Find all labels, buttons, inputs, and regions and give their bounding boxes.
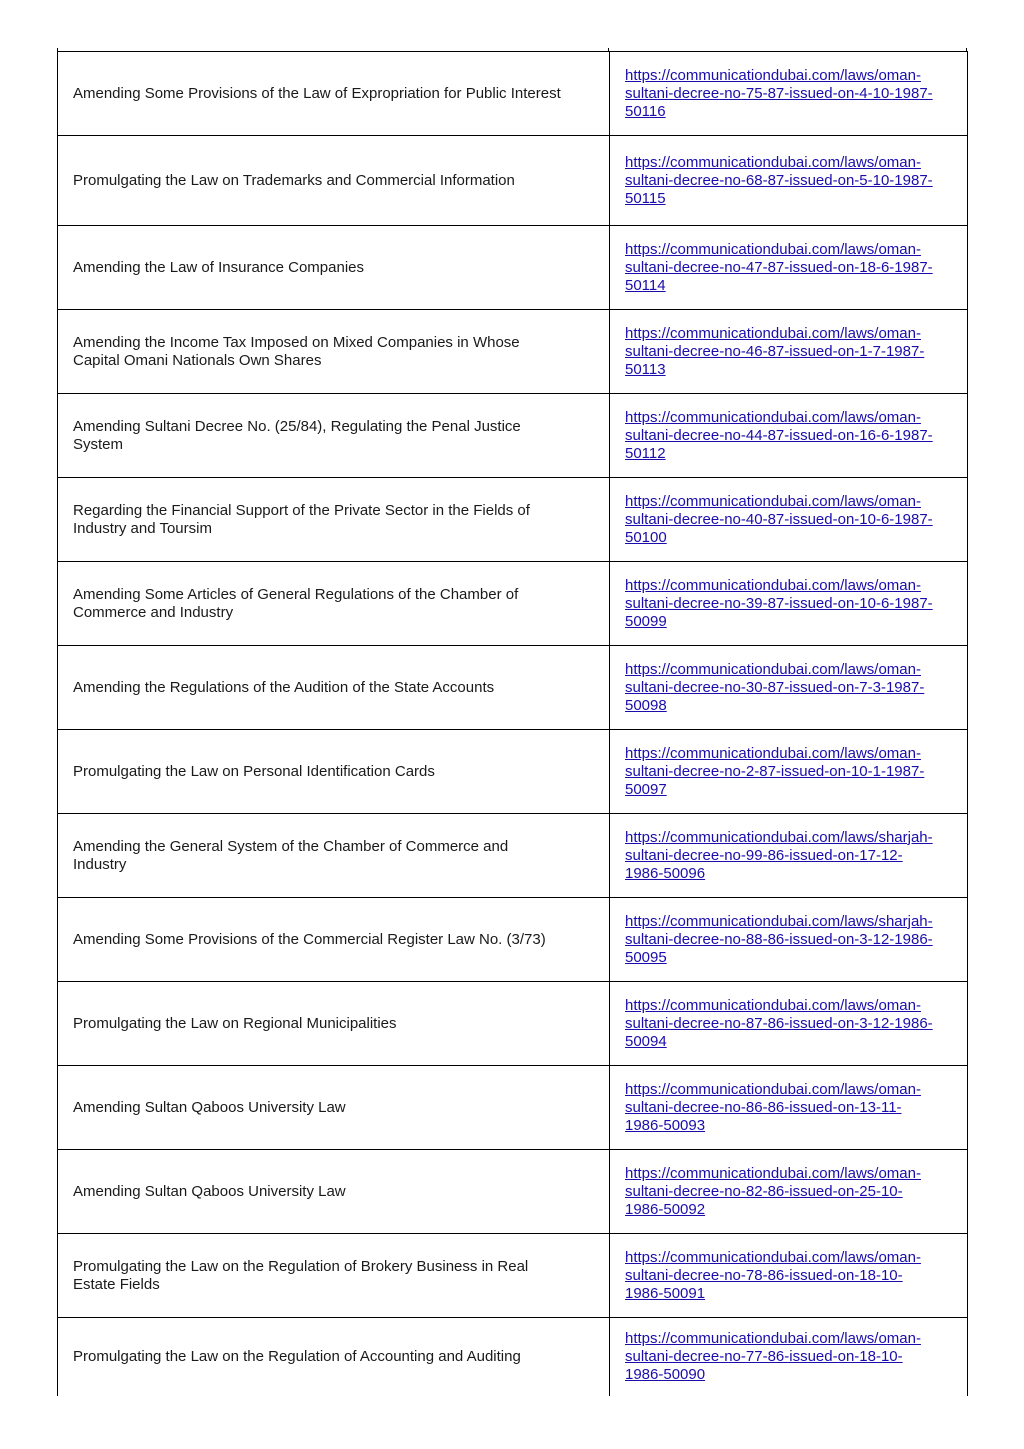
- law-title: Amending the Law of Insurance Companies: [73, 258, 365, 276]
- law-link-cell: [610, 310, 968, 394]
- law-url-link[interactable]: [625, 409, 933, 462]
- table-top-edge: [57, 48, 967, 51]
- document-page: [57, 48, 967, 1396]
- column-tick-middle: [608, 48, 609, 51]
- law-url-line-2: sultani-decree-no-78-86-issued-on-18-10-: [625, 1266, 903, 1284]
- table-row: [58, 1234, 968, 1318]
- law-title-cell: [58, 394, 610, 478]
- law-url-link[interactable]: [625, 241, 933, 294]
- law-title-cell: [58, 1318, 610, 1396]
- law-url-line-1: https://communicationdubai.com/laws/oman-: [625, 153, 921, 171]
- law-title: Amending Some Provisions of the Law of Expropriation for Public Interest: [73, 84, 561, 102]
- law-url-line-3: 50098: [625, 696, 667, 714]
- table-row: [58, 814, 968, 898]
- law-url-link[interactable]: [625, 67, 933, 120]
- law-link-cell: [610, 898, 968, 982]
- law-url-line-2: sultani-decree-no-2-87-issued-on-10-1-1987-: [625, 762, 925, 780]
- law-link-cell: [610, 394, 968, 478]
- law-title-line-1: Amending the Income Tax Imposed on Mixed Companies in Whose: [73, 333, 520, 351]
- law-title: Amending Some Provisions of the Commercial Register Law No. (3/73): [73, 930, 546, 948]
- law-url-link[interactable]: [625, 913, 933, 966]
- law-title: Promulgating the Law on Regional Municipalities: [73, 1014, 397, 1032]
- law-url-line-3: 50116: [625, 102, 666, 120]
- law-url-line-2: sultani-decree-no-86-86-issued-on-13-11-: [625, 1098, 902, 1116]
- law-url-line-3: 50099: [625, 612, 667, 630]
- law-title-cell: [58, 646, 610, 730]
- table-row: [58, 310, 968, 394]
- law-url-link[interactable]: [625, 577, 933, 630]
- law-title-line-1: Amending Some Articles of General Regulations of the Chamber of: [73, 585, 519, 603]
- law-title-cell: [58, 814, 610, 898]
- law-title-cell: [58, 730, 610, 814]
- law-title-line-2: Industry: [73, 855, 127, 873]
- law-url-line-1: https://communicationdubai.com/laws/oman-: [625, 576, 921, 594]
- law-link-cell: [610, 1066, 968, 1150]
- law-url-link[interactable]: [625, 745, 924, 798]
- table-row: [58, 1066, 968, 1150]
- law-url-line-3: 1986-50090: [625, 1365, 706, 1383]
- law-link-cell: [610, 982, 968, 1066]
- law-title: Promulgating the Law on Personal Identification Cards: [73, 762, 435, 780]
- law-url-line-3: 50094: [625, 1032, 667, 1050]
- table-row: [58, 646, 968, 730]
- law-url-line-2: sultani-decree-no-75-87-issued-on-4-10-1987-: [625, 84, 933, 102]
- law-title: Amending Sultan Qaboos University Law: [73, 1182, 346, 1200]
- law-url-line-3: 50113: [625, 360, 666, 378]
- law-url-line-1: https://communicationdubai.com/laws/oman-: [625, 996, 921, 1014]
- law-title: Promulgating the Law on Trademarks and Commercial Information: [73, 171, 515, 189]
- law-url-line-3: 1986-50092: [625, 1200, 706, 1218]
- law-link-cell: [610, 1150, 968, 1234]
- law-url-link[interactable]: [625, 1165, 921, 1218]
- law-title: Amending the Regulations of the Audition of the State Accounts: [73, 678, 495, 696]
- table-row: [58, 982, 968, 1066]
- law-title-line-2: Capital Omani Nationals Own Shares: [73, 351, 322, 369]
- law-title: Amending Sultan Qaboos University Law: [73, 1098, 346, 1116]
- law-link-cell: [610, 562, 968, 646]
- law-url-line-1: https://communicationdubai.com/laws/oman-: [625, 324, 921, 342]
- law-title-cell: [58, 52, 610, 136]
- table-row: [58, 478, 968, 562]
- law-url-line-1: https://communicationdubai.com/laws/oman-: [625, 1248, 921, 1266]
- law-link-cell: [610, 136, 968, 226]
- law-title-cell: [58, 226, 610, 310]
- law-link-cell: [610, 1234, 968, 1318]
- laws-table-body: [58, 52, 968, 1396]
- law-url-line-2: sultani-decree-no-44-87-issued-on-16-6-1987-: [625, 426, 933, 444]
- law-url-link[interactable]: [625, 1330, 921, 1383]
- law-url-link[interactable]: [625, 661, 924, 714]
- law-url-line-3: 50114: [625, 276, 666, 294]
- law-url-line-2: sultani-decree-no-99-86-issued-on-17-12-: [625, 846, 903, 864]
- law-url-line-2: sultani-decree-no-30-87-issued-on-7-3-1987-: [625, 678, 925, 696]
- law-title-line-2: Estate Fields: [73, 1275, 160, 1293]
- law-link-cell: [610, 478, 968, 562]
- law-title: Promulgating the Law on the Regulation of Accounting and Auditing: [73, 1347, 521, 1365]
- law-url-line-1: https://communicationdubai.com/laws/oman-: [625, 660, 921, 678]
- law-link-cell: [610, 52, 968, 136]
- law-title-cell: [58, 1234, 610, 1318]
- law-url-line-3: 50097: [625, 780, 667, 798]
- column-tick-left: [57, 48, 58, 51]
- law-link-cell: [610, 1318, 968, 1396]
- law-title-cell: [58, 982, 610, 1066]
- law-url-line-2: sultani-decree-no-82-86-issued-on-25-10-: [625, 1182, 903, 1200]
- law-url-line-1: https://communicationdubai.com/laws/oman-: [625, 1329, 921, 1347]
- table-row: [58, 394, 968, 478]
- law-title-line-1: Regarding the Financial Support of the Private Sector in the Fields of: [73, 501, 530, 519]
- law-url-line-2: sultani-decree-no-39-87-issued-on-10-6-1987-: [625, 594, 933, 612]
- law-url-line-1: https://communicationdubai.com/laws/oman-: [625, 744, 921, 762]
- table-row: [58, 898, 968, 982]
- law-link-cell: [610, 730, 968, 814]
- law-url-line-1: https://communicationdubai.com/laws/oman-: [625, 1164, 921, 1182]
- table-row: [58, 730, 968, 814]
- table-row: [58, 1318, 968, 1396]
- law-url-link[interactable]: [625, 1249, 921, 1302]
- law-title-line-2: Industry and Toursim: [73, 519, 212, 537]
- law-url-line-1: https://communicationdubai.com/laws/oman-: [625, 492, 921, 510]
- law-url-line-3: 1986-50091: [625, 1284, 706, 1302]
- law-title-line-2: Commerce and Industry: [73, 603, 234, 621]
- law-url-line-2: sultani-decree-no-88-86-issued-on-3-12-1986-: [625, 930, 933, 948]
- law-url-line-1: https://communicationdubai.com/laws/sharjah-: [625, 828, 933, 846]
- law-url-line-2: sultani-decree-no-40-87-issued-on-10-6-1987-: [625, 510, 933, 528]
- table-row: [58, 562, 968, 646]
- table-row: [58, 226, 968, 310]
- law-url-line-2: sultani-decree-no-47-87-issued-on-18-6-1987-: [625, 258, 933, 276]
- law-url-line-3: 50115: [625, 189, 666, 207]
- law-link-cell: [610, 646, 968, 730]
- law-url-link[interactable]: [625, 154, 933, 207]
- law-title-cell: [58, 478, 610, 562]
- law-title-cell: [58, 310, 610, 394]
- law-url-line-2: sultani-decree-no-77-86-issued-on-18-10-: [625, 1347, 903, 1365]
- law-url-line-3: 50095: [625, 948, 667, 966]
- law-title-line-2: System: [73, 435, 124, 453]
- law-url-link[interactable]: [625, 997, 933, 1050]
- law-url-link[interactable]: [625, 829, 933, 882]
- law-title-cell: [58, 562, 610, 646]
- law-url-line-2: sultani-decree-no-87-86-issued-on-3-12-1986-: [625, 1014, 933, 1032]
- laws-table: [57, 51, 968, 1396]
- law-url-line-3: 50100: [625, 528, 667, 546]
- law-url-line-1: https://communicationdubai.com/laws/oman-: [625, 1080, 921, 1098]
- table-row: [58, 1150, 968, 1234]
- table-row: [58, 136, 968, 226]
- law-title-line-1: Amending the General System of the Chamber of Commerce and: [73, 837, 509, 855]
- law-url-line-1: https://communicationdubai.com/laws/sharjah-: [625, 912, 933, 930]
- law-title-line-1: Amending Sultani Decree No. (25/84), Regulating the Penal Justice: [73, 417, 521, 435]
- law-title-cell: [58, 1066, 610, 1150]
- law-url-link[interactable]: [625, 325, 924, 378]
- law-url-link[interactable]: [625, 493, 933, 546]
- law-url-line-3: 1986-50093: [625, 1116, 706, 1134]
- law-title-cell: [58, 898, 610, 982]
- law-url-line-2: sultani-decree-no-68-87-issued-on-5-10-1987-: [625, 171, 933, 189]
- law-url-line-3: 1986-50096: [625, 864, 706, 882]
- law-url-line-2: sultani-decree-no-46-87-issued-on-1-7-1987-: [625, 342, 925, 360]
- column-tick-right: [966, 48, 967, 51]
- law-url-line-3: 50112: [625, 444, 666, 462]
- law-url-line-1: https://communicationdubai.com/laws/oman-: [625, 408, 921, 426]
- law-link-cell: [610, 814, 968, 898]
- law-url-line-1: https://communicationdubai.com/laws/oman-: [625, 66, 921, 84]
- law-link-cell: [610, 226, 968, 310]
- law-title-cell: [58, 1150, 610, 1234]
- law-title-cell: [58, 136, 610, 226]
- law-title-line-1: Promulgating the Law on the Regulation of Brokery Business in Real: [73, 1257, 529, 1275]
- law-url-line-1: https://communicationdubai.com/laws/oman-: [625, 240, 921, 258]
- table-row: [58, 52, 968, 136]
- law-url-link[interactable]: [625, 1081, 921, 1134]
